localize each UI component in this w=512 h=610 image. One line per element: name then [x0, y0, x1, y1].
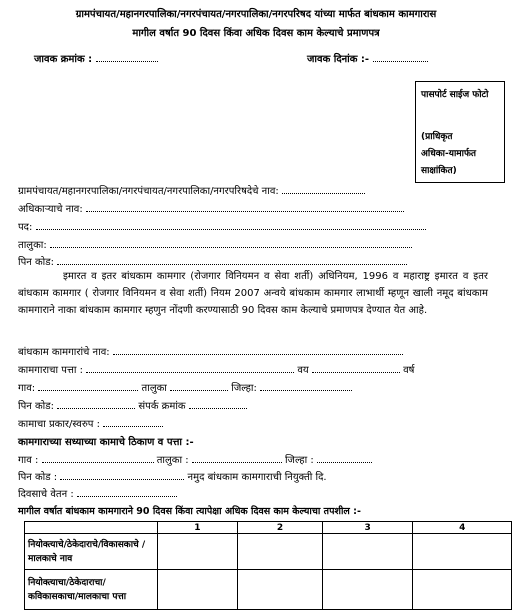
- worker-name-row: [18, 344, 403, 358]
- worker-village-row: [18, 380, 352, 394]
- worker-age-field[interactable]: [312, 363, 400, 373]
- work-type-row: [18, 416, 163, 430]
- worker-address-field[interactable]: [86, 363, 294, 373]
- employer-note-label: नमुद बांधकाम कामगाराची नियुक्ती दि.: [187, 472, 327, 483]
- table-cell[interactable]: [238, 570, 323, 610]
- outward-date-field[interactable]: [373, 52, 428, 62]
- worker-district-field[interactable]: [260, 381, 352, 391]
- body-name-field[interactable]: [282, 184, 365, 194]
- body-name-label: ग्रामपंचायत/महानगरपालिका/नगरपंचायत/नगरपालिका/नगरपरिषदेचे नाव:: [18, 186, 279, 197]
- photo-box-note-3: साक्षांकित): [421, 166, 457, 176]
- designation-label: पद:: [18, 222, 33, 233]
- worker-taluka-field[interactable]: [170, 381, 228, 391]
- form-header-line1: ग्रामपंचायत/महानगरपालिका/नगरपंचायत/नगरपालिका/नगरपरिषद यांच्या मार्फत बांधकाम कामगारास: [75, 9, 437, 20]
- issuer-pin-label: पिन कोड:: [18, 257, 54, 268]
- table-cell[interactable]: [413, 570, 512, 610]
- daily-wage-field[interactable]: [77, 487, 177, 497]
- table-header-cell: 2: [238, 522, 323, 534]
- current-village-label: गाव :: [18, 455, 39, 466]
- worker-address-row: [18, 362, 414, 376]
- current-village-field[interactable]: [42, 453, 154, 463]
- outward-number-field[interactable]: [96, 52, 158, 62]
- current-district-label: जिल्हा :: [284, 455, 314, 466]
- current-work-heading: कामगाराच्या सध्याच्या कामाचे ठिकाण व पत्ता :-: [18, 437, 194, 448]
- work-type-label: कामाचा प्रकार/स्वरुप :: [18, 419, 101, 430]
- worker-village-label: गाव:: [18, 383, 36, 394]
- current-village-row: [18, 452, 372, 466]
- table-cell[interactable]: [238, 534, 323, 570]
- photo-box-title: पासपोर्ट साईज फोटो: [421, 90, 489, 100]
- table-cell[interactable]: [322, 534, 413, 570]
- current-district-field[interactable]: [317, 453, 372, 463]
- table-row-label: नियोक्त्याचे/ठेकेदाराचे/विकासकाचे /मालकाचे नाव: [25, 534, 158, 570]
- passport-photo-box[interactable]: [415, 81, 505, 183]
- table-header-cell: 4: [413, 522, 512, 534]
- daily-wage-label: दिवसाचे वेतन :: [18, 489, 74, 500]
- outward-number-label: जावक क्रमांक :: [34, 54, 93, 65]
- current-pin-row: [18, 469, 327, 483]
- worker-taluka-label: तालुका: [141, 383, 167, 394]
- outward-number-row: [34, 51, 158, 65]
- current-pin-field[interactable]: [60, 470, 184, 480]
- issuer-taluka-field[interactable]: [50, 238, 412, 248]
- worker-contact-field[interactable]: [189, 399, 247, 409]
- worker-address-label: कामगाराचा पत्ता :: [18, 365, 83, 376]
- officer-name-field[interactable]: [86, 202, 404, 212]
- work-details-table: [24, 521, 512, 610]
- table-cell[interactable]: [322, 570, 413, 610]
- designation-row: [18, 219, 426, 233]
- current-taluka-field[interactable]: [192, 453, 282, 463]
- table-cell[interactable]: [413, 534, 512, 570]
- officer-name-label: अधिकाऱ्याचे नाव:: [18, 204, 83, 215]
- table-header-cell: 3: [322, 522, 413, 534]
- worker-pin-label: पिन कोड:: [18, 401, 54, 412]
- outward-date-row: [307, 51, 428, 65]
- form-header-line2: मागील वर्षात 90 दिवस किंवा अधिक दिवस काम केल्याचे प्रमाणपत्र: [132, 28, 380, 39]
- details-heading: मागील वर्षात बांधकाम कामगाराने 90 दिवस किंवा त्यापेक्षा अधिक दिवस काम केल्याचा तपशील :-: [18, 506, 361, 517]
- daily-wage-row: [18, 486, 177, 500]
- work-type-field[interactable]: [103, 417, 163, 427]
- table-cell[interactable]: [157, 534, 238, 570]
- photo-box-note-2: अधिका-यामार्फत: [421, 149, 477, 159]
- table-row: [25, 534, 512, 570]
- issuer-taluka-label: तालुका:: [18, 240, 47, 251]
- worker-pin-row: [18, 398, 247, 412]
- worker-village-field[interactable]: [38, 381, 138, 391]
- worker-contact-label: संपर्क क्रमांक: [138, 401, 186, 412]
- issuer-taluka-row: [18, 237, 412, 251]
- current-taluka-label: तालुका :: [156, 455, 189, 466]
- body-name-row: [18, 183, 365, 197]
- issuer-pin-row: [18, 254, 407, 268]
- table-header-row: [25, 522, 512, 534]
- worker-name-label: बांधकाम कामगारांचे नाव:: [18, 347, 110, 358]
- table-row: [25, 570, 512, 610]
- table-header-cell: [25, 522, 158, 534]
- officer-name-row: [18, 201, 404, 215]
- issuer-pin-field[interactable]: [57, 255, 407, 265]
- table-row-label: नियोक्त्याचा/ठेकेदाराचा/ कविकासकाचा/मालकाचा पत्ता: [25, 570, 158, 610]
- worker-pin-field[interactable]: [57, 399, 135, 409]
- table-header-cell: 1: [157, 522, 238, 534]
- outward-date-label: जावक दिनांक :-: [307, 54, 370, 65]
- designation-field[interactable]: [36, 220, 426, 230]
- worker-years-label: वर्ष: [403, 365, 415, 376]
- worker-age-label: वय: [297, 365, 309, 376]
- worker-name-field[interactable]: [113, 345, 403, 355]
- table-cell[interactable]: [157, 570, 238, 610]
- worker-district-label: जिल्हा:: [231, 383, 257, 394]
- certificate-paragraph: इमारत व इतर बांधकाम कामगार (रोजगार विनियमन व सेवा शर्ती) अधिनियम, 1996 व महाराष्ट्र इमारत व इतर बांधकाम कामगार ( रोजगार विनियमन व सेवा शर्ती) नियम 2007 अन्वये बांधकाम कामगार लाभार्थी म्हणून खाली नमूद बांधकाम कामगाराने नाका बांधकाम कामगार म्हणुन नोंदणी करण्यासाठी 90 दिवस काम केल्याचे प्रमाणपत्र देण्यात येत आहे.: [18, 271, 488, 316]
- photo-box-note-1: (प्राधिकृत: [421, 132, 453, 142]
- current-pin-label: पिन कोड :: [18, 472, 58, 483]
